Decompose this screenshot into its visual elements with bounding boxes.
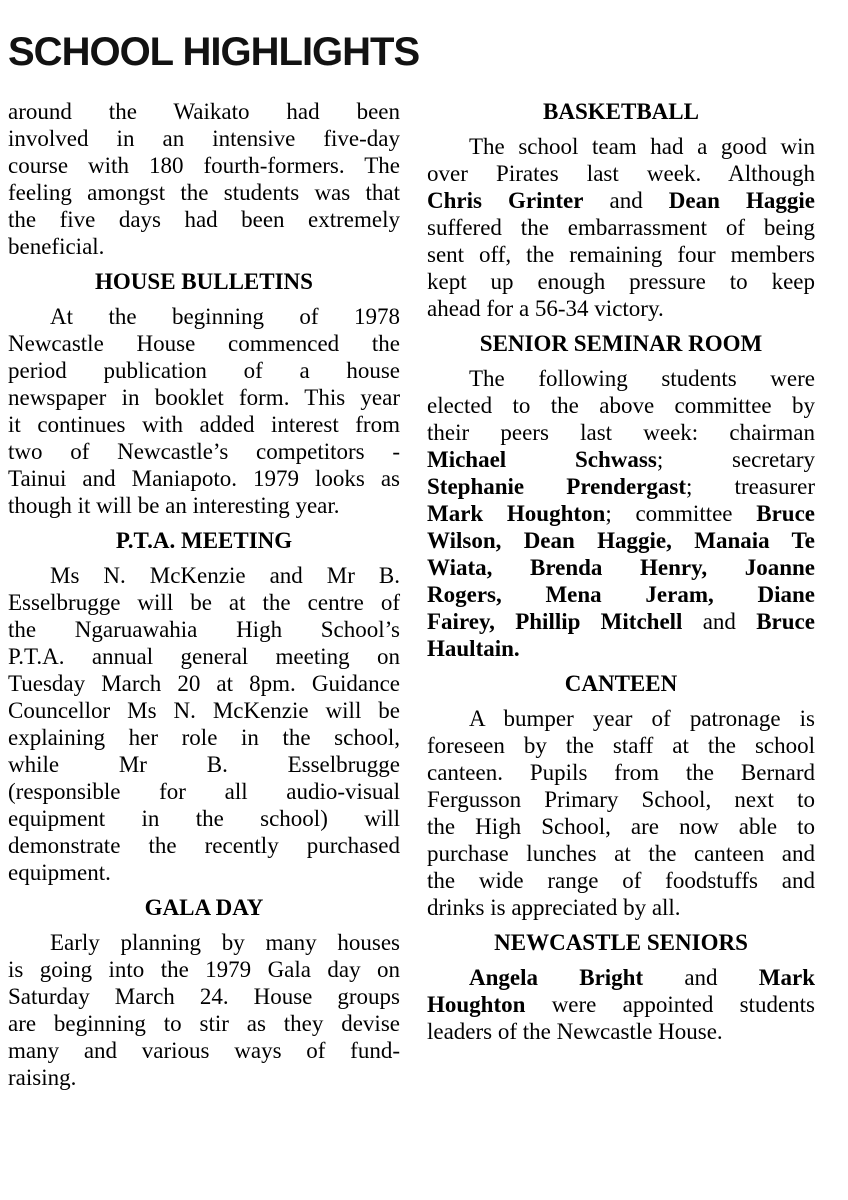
- text-segment: Newcastle House commenced the: [8, 331, 400, 356]
- text-line: [427, 813, 815, 840]
- text-segment: foreseen by the staff at the school: [427, 733, 815, 758]
- text-segment: The school team had a good win: [469, 134, 815, 159]
- text-segment: Esselbrugge will be at the centre of: [8, 590, 400, 615]
- text-segment: the wide range of foodstuffs and: [427, 868, 815, 893]
- text-line: [8, 697, 400, 724]
- text-segment: kept up enough pressure to keep: [427, 269, 815, 294]
- text-line: [427, 187, 815, 214]
- text-segment: ; secretary: [656, 447, 816, 472]
- bold-text-segment: Stephanie Prendergast: [427, 474, 686, 499]
- paragraph: [8, 562, 400, 886]
- text-segment: Councellor Ms N. McKenzie will be: [8, 698, 400, 723]
- paragraph: [8, 303, 400, 519]
- text-segment: around the Waikato had been: [8, 99, 400, 124]
- text-segment: period publication of a house: [8, 358, 400, 383]
- text-segment: Tainui and Maniapoto. 1979 looks as: [8, 466, 400, 491]
- paragraph: [427, 705, 815, 921]
- text-line: [427, 160, 815, 187]
- text-line: [8, 751, 400, 778]
- text-segment: The following students were: [469, 366, 815, 391]
- text-line: [427, 392, 815, 419]
- text-line: [8, 411, 400, 438]
- text-segment: it continues with added interest from: [8, 412, 400, 437]
- text-line: [8, 1064, 400, 1091]
- text-segment: the five days had been extremely: [8, 207, 400, 232]
- text-line: [8, 125, 400, 152]
- text-line: [8, 206, 400, 233]
- text-line: [8, 1037, 400, 1064]
- text-segment: At the beginning of 1978: [50, 304, 400, 329]
- text-segment: (responsible for all audio-visual: [8, 779, 400, 804]
- text-line: [8, 98, 400, 125]
- text-line: [427, 214, 815, 241]
- text-line: [427, 991, 815, 1018]
- text-line: [8, 152, 400, 179]
- text-segment: and: [682, 609, 757, 634]
- text-segment: Fergusson Primary School, next to: [427, 787, 815, 812]
- section-heading: NEWCASTLE SENIORS: [494, 930, 748, 955]
- text-line: [427, 705, 815, 732]
- text-segment: and: [583, 188, 669, 213]
- bold-text-segment: Wilson, Dean Haggie, Manaia Te: [427, 528, 815, 553]
- text-line: [8, 983, 400, 1010]
- text-segment: beneficial.: [8, 234, 105, 259]
- text-line: [8, 438, 400, 465]
- text-line: [8, 724, 400, 751]
- paragraph: [8, 98, 400, 260]
- text-line: [427, 268, 815, 295]
- paragraph: [427, 365, 815, 662]
- text-line: [8, 670, 400, 697]
- text-line: [427, 365, 815, 392]
- bold-text-segment: Dean Haggie: [668, 188, 815, 213]
- text-line: [427, 964, 815, 991]
- bold-text-segment: Houghton: [427, 992, 526, 1017]
- text-line: [8, 859, 400, 886]
- text-segment: is going into the 1979 Gala day on: [8, 957, 400, 982]
- text-segment: canteen. Pupils from the Bernard: [427, 760, 815, 785]
- bold-text-segment: Angela Bright: [469, 965, 644, 990]
- text-segment: the High School, are now able to: [427, 814, 815, 839]
- text-segment: raising.: [8, 1065, 77, 1090]
- text-segment: equipment.: [8, 860, 111, 885]
- text-segment: sent off, the remaining four members: [427, 242, 815, 267]
- text-segment: leaders of the Newcastle House.: [427, 1019, 723, 1044]
- bold-text-segment: Haultain.: [427, 636, 520, 661]
- text-line: [8, 589, 400, 616]
- bold-text-segment: Fairey, Phillip Mitchell: [427, 609, 683, 634]
- section-heading: P.T.A. MEETING: [115, 528, 293, 553]
- text-line: [427, 500, 815, 527]
- text-line: [427, 894, 815, 921]
- bold-text-segment: Mark: [758, 965, 816, 990]
- text-line: [8, 562, 400, 589]
- text-segment: equipment in the school) will: [8, 806, 400, 831]
- text-segment: the Ngaruawahia High School’s: [8, 617, 400, 642]
- bold-text-segment: Bruce: [756, 609, 815, 634]
- text-line: [427, 241, 815, 268]
- text-line: [8, 1010, 400, 1037]
- text-segment: feeling amongst the students was that: [8, 180, 400, 205]
- text-line: [8, 465, 400, 492]
- text-line: [8, 384, 400, 411]
- text-line: [427, 295, 815, 322]
- text-line: [8, 832, 400, 859]
- text-line: [8, 805, 400, 832]
- text-line: [8, 357, 400, 384]
- text-line: [8, 929, 400, 956]
- text-line: [8, 778, 400, 805]
- page-title: SCHOOL HIGHLIGHTS: [8, 30, 420, 74]
- text-line: [427, 867, 815, 894]
- text-line: [427, 446, 815, 473]
- text-segment: their peers last week: chairman: [427, 420, 815, 445]
- text-segment: ahead for a 56-34 victory.: [427, 296, 664, 321]
- text-line: [427, 133, 815, 160]
- text-segment: suffered the embarrassment of being: [427, 215, 815, 240]
- text-line: [8, 233, 400, 260]
- text-segment: over Pirates last week. Although: [427, 161, 815, 186]
- bold-text-segment: Mark Houghton: [427, 501, 606, 526]
- text-line: [427, 1018, 815, 1045]
- bold-text-segment: Wiata, Brenda Henry, Joanne: [427, 555, 815, 580]
- text-segment: drinks is appreciated by all.: [427, 895, 681, 920]
- text-line: [8, 179, 400, 206]
- column-right: [427, 98, 815, 1091]
- text-segment: elected to the above committee by: [427, 393, 815, 418]
- text-segment: though it will be an interesting year.: [8, 493, 340, 518]
- text-line: [427, 840, 815, 867]
- section-heading: BASKETBALL: [543, 99, 699, 124]
- text-segment: while Mr B. Esselbrugge: [8, 752, 400, 777]
- text-segment: two of Newcastle’s competitors -: [8, 439, 400, 464]
- text-segment: course with 180 fourth-formers. The: [8, 153, 400, 178]
- text-line: [8, 303, 400, 330]
- text-line: [427, 635, 815, 662]
- text-segment: were appointed students: [525, 992, 815, 1017]
- text-segment: ; committee: [605, 501, 757, 526]
- text-line: [427, 759, 815, 786]
- text-segment: and: [643, 965, 759, 990]
- section-heading: GALA DAY: [144, 895, 264, 920]
- text-line: [8, 616, 400, 643]
- section-heading: SENIOR SEMINAR ROOM: [479, 331, 763, 356]
- paragraph: [427, 133, 815, 322]
- text-line: [427, 608, 815, 635]
- bold-text-segment: Rogers, Mena Jeram, Diane: [427, 582, 815, 607]
- text-segment: purchase lunches at the canteen and: [427, 841, 815, 866]
- text-segment: ; treasurer: [685, 474, 815, 499]
- text-segment: P.T.A. annual general meeting on: [8, 644, 400, 669]
- text-segment: Ms N. McKenzie and Mr B.: [50, 563, 400, 588]
- text-line: [427, 473, 815, 500]
- text-line: [427, 527, 815, 554]
- text-line: [427, 419, 815, 446]
- text-line: [427, 732, 815, 759]
- text-segment: Saturday March 24. House groups: [8, 984, 400, 1009]
- column-left: [8, 98, 400, 1091]
- columns: [8, 98, 815, 1091]
- text-segment: Tuesday March 20 at 8pm. Guidance: [8, 671, 400, 696]
- text-line: [8, 330, 400, 357]
- bold-text-segment: Chris Grinter: [427, 188, 584, 213]
- text-segment: demonstrate the recently purchased: [8, 833, 400, 858]
- text-line: [8, 643, 400, 670]
- text-line: [427, 581, 815, 608]
- bold-text-segment: Bruce: [756, 501, 815, 526]
- paragraph: [8, 929, 400, 1091]
- text-segment: explaining her role in the school,: [8, 725, 400, 750]
- paragraph: [427, 964, 815, 1045]
- text-segment: Early planning by many houses: [50, 930, 400, 955]
- text-line: [8, 492, 400, 519]
- section-heading: HOUSE BULLETINS: [95, 269, 313, 294]
- text-segment: many and various ways of fund-: [8, 1038, 400, 1063]
- text-line: [427, 554, 815, 581]
- text-line: [427, 786, 815, 813]
- text-segment: newspaper in booklet form. This year: [8, 385, 400, 410]
- text-line: [8, 956, 400, 983]
- text-segment: A bumper year of patronage is: [469, 706, 815, 731]
- text-segment: are beginning to stir as they devise: [8, 1011, 400, 1036]
- section-heading: CANTEEN: [564, 671, 678, 696]
- bold-text-segment: Michael Schwass: [427, 447, 657, 472]
- text-segment: involved in an intensive five-day: [8, 126, 400, 151]
